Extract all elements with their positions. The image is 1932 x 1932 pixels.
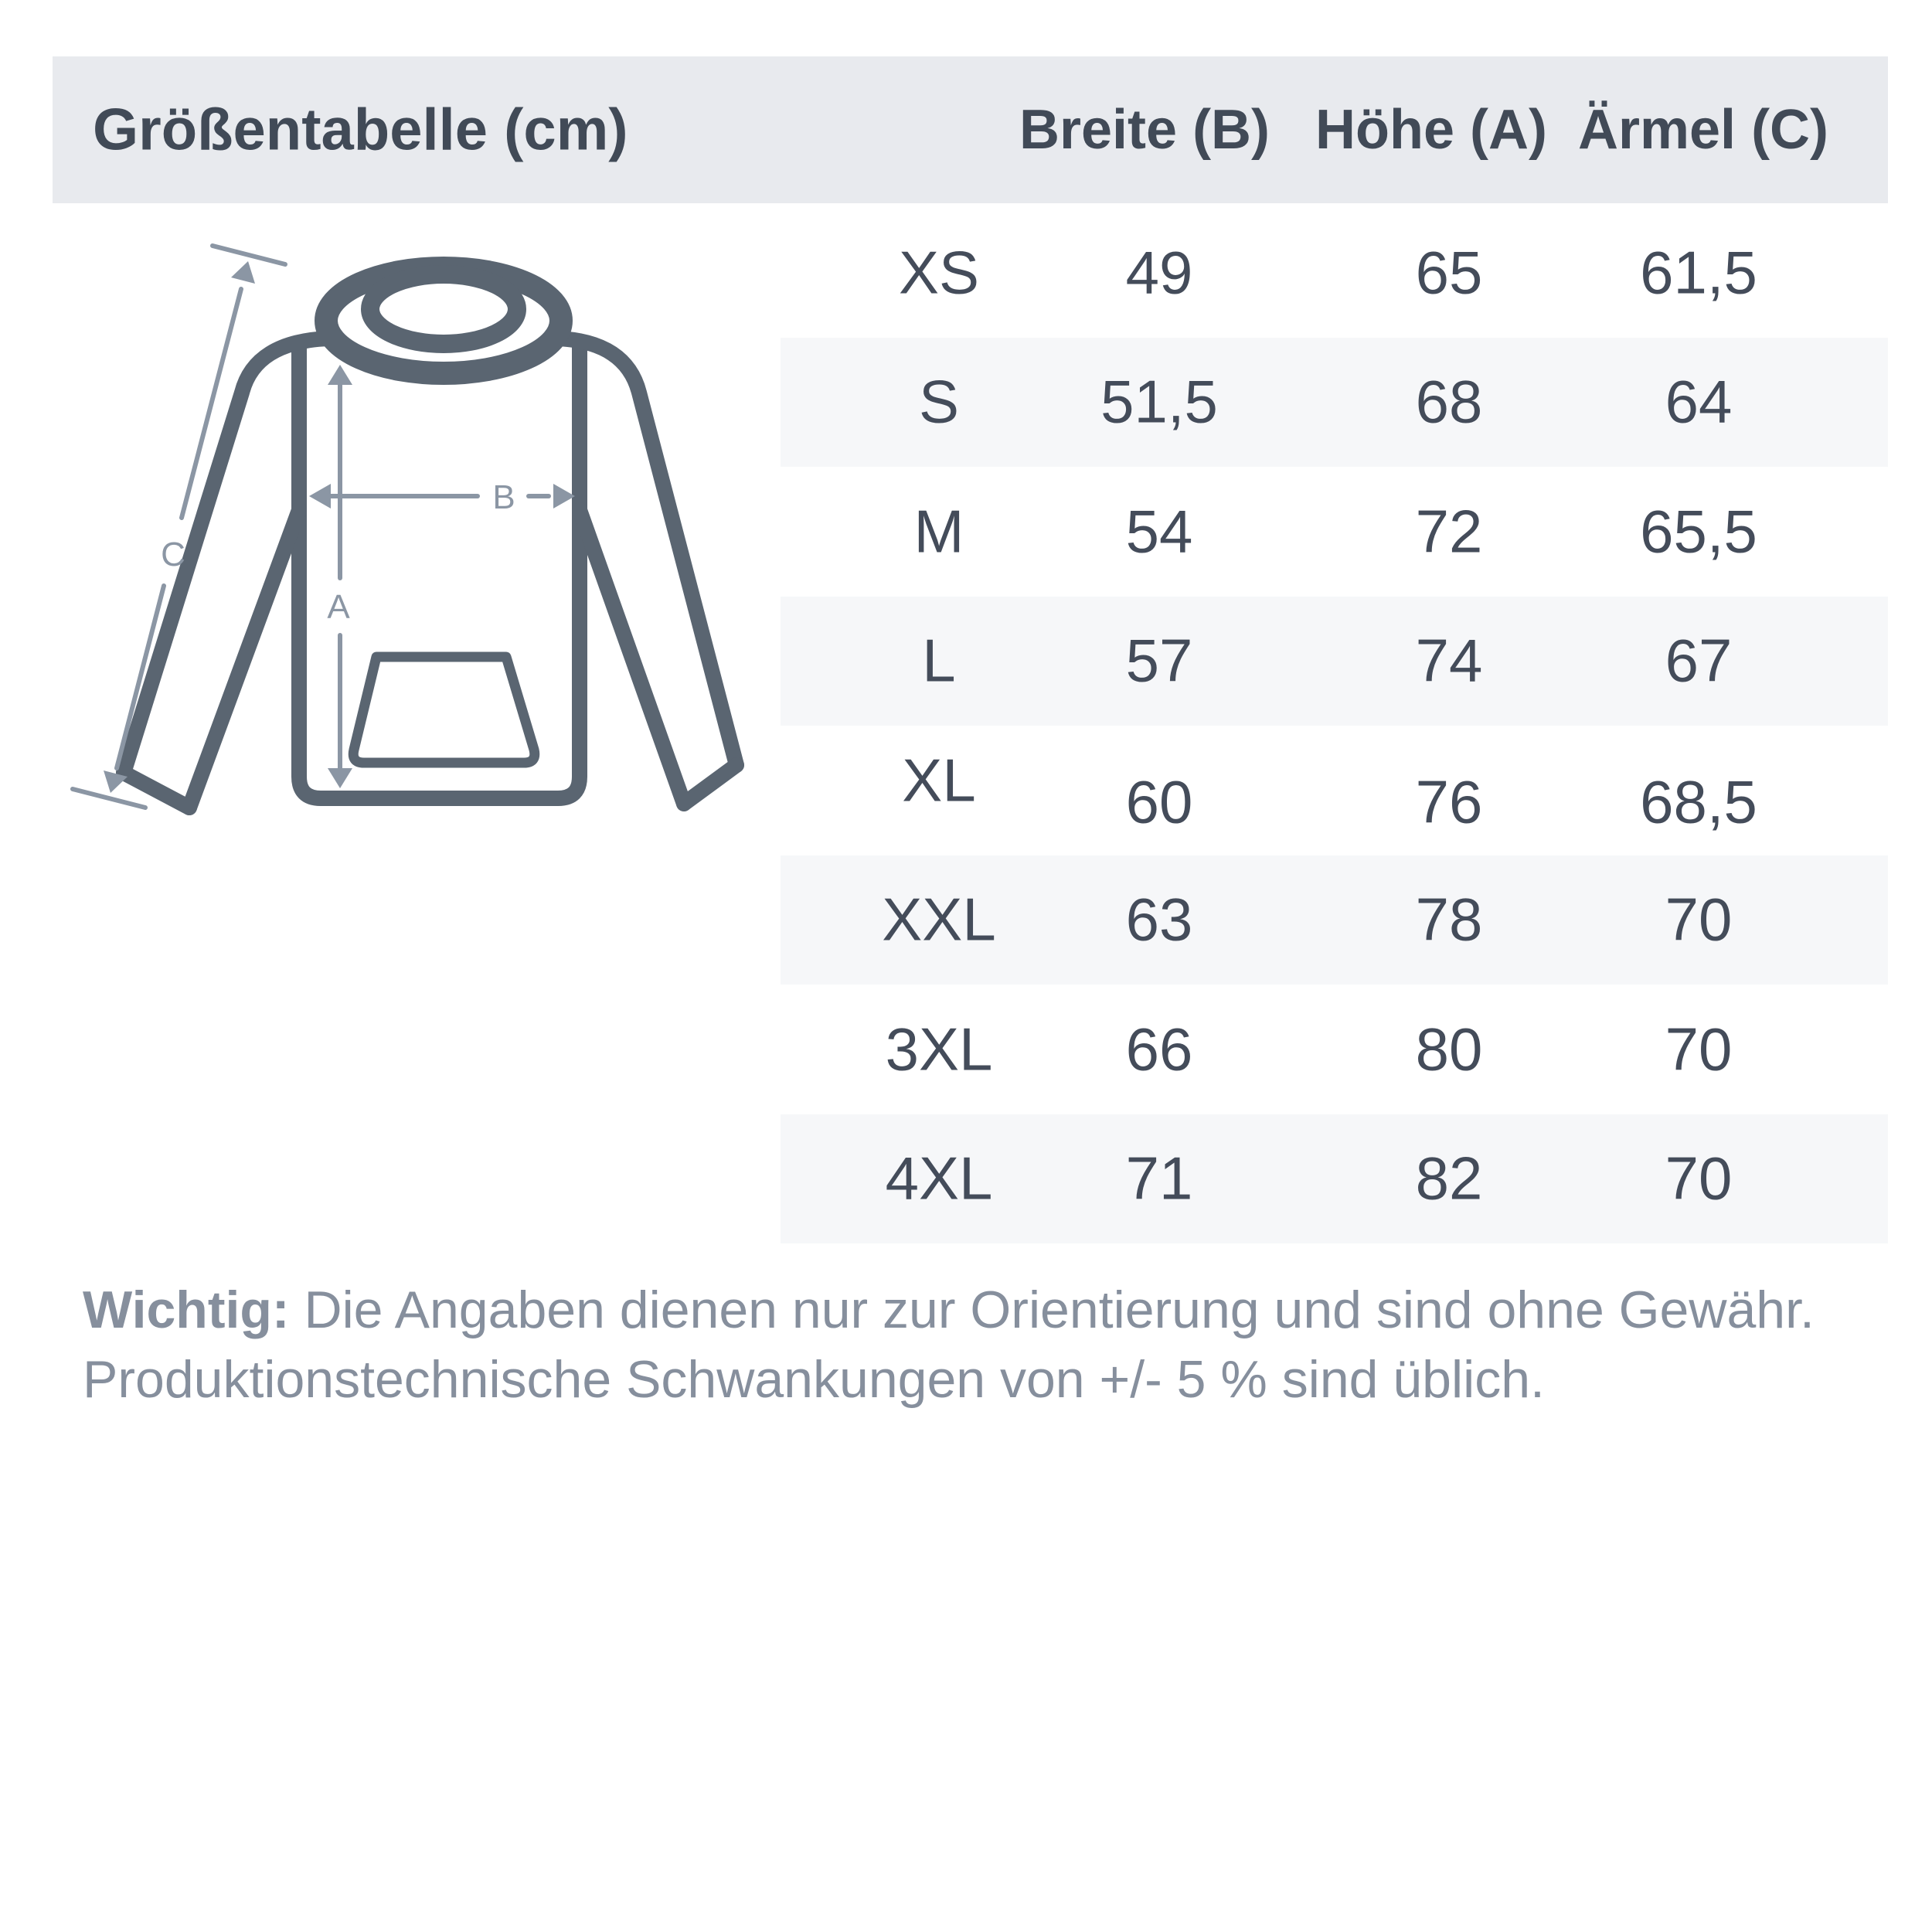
breite-cell: 71 (1125, 1144, 1193, 1213)
arrowhead-c-up (231, 261, 255, 284)
size-cell: XS (898, 238, 980, 307)
label-a: A (327, 588, 350, 626)
breite-cell: 66 (1125, 1015, 1193, 1083)
aermel-cell: 65,5 (1640, 497, 1757, 566)
size-cell: XXL (882, 885, 996, 954)
label-c: C (161, 536, 185, 573)
aermel-cell: 70 (1665, 1015, 1733, 1083)
size-cell: M (913, 497, 964, 566)
hoehe-cell: 72 (1415, 497, 1483, 566)
hoodie-pocket (353, 657, 535, 763)
aermel-cell: 67 (1665, 626, 1733, 695)
size-cell: S (918, 367, 960, 436)
hoehe-cell: 68 (1415, 367, 1483, 436)
breite-cell: 60 (1125, 767, 1193, 836)
hoodie-hood (326, 268, 561, 373)
table-row-xxl (781, 855, 1888, 985)
measure-c-tick-bottom (73, 789, 145, 808)
table-row-m (781, 467, 1888, 597)
hoehe-cell: 78 (1415, 885, 1483, 954)
breite-cell: 54 (1125, 497, 1193, 566)
measure-c-tick-top (213, 246, 285, 264)
hoehe-cell: 76 (1415, 767, 1483, 836)
table-row-4xl (781, 1114, 1888, 1244)
label-b: B (492, 478, 515, 516)
disclaimer-note (83, 1275, 1883, 1414)
hoodie-diagram-icon (46, 209, 781, 927)
disclaimer-line-1 (83, 1275, 1883, 1345)
breite-cell: 57 (1125, 626, 1193, 695)
arrowhead-b-left (309, 484, 331, 509)
column-header-hoehe: Höhe (A) (1315, 99, 1547, 161)
arrowhead-a-down (328, 768, 352, 788)
breite-cell: 63 (1125, 885, 1193, 954)
table-row-xs (781, 208, 1888, 338)
hoodie-diagram (46, 209, 781, 927)
disclaimer-label: Wichtig: (83, 1281, 290, 1339)
size-table (781, 208, 1888, 1243)
disclaimer-text-1: Die Angaben dienen nur zur Orientierung und sind ohne Gewähr. (289, 1281, 1815, 1339)
column-header-aermel: Ärmel (C) (1577, 99, 1829, 161)
table-header-band (53, 56, 1888, 203)
aermel-cell: 68,5 (1640, 767, 1757, 836)
hoodie-right-cuff (684, 765, 736, 804)
size-cell: 3XL (885, 1015, 993, 1083)
arrowhead-a-up (328, 365, 352, 385)
hoodie-outline (124, 338, 736, 808)
table-row-l (781, 597, 1888, 726)
size-cell: 4XL (885, 1144, 993, 1213)
size-cell: XL (902, 746, 976, 815)
table-row-s (781, 338, 1888, 468)
aermel-cell: 64 (1665, 367, 1733, 436)
disclaimer-line-2: Produktionstechnische Schwankungen von +/- 5 % sind üblich. (83, 1350, 1545, 1409)
page-title: Größentabelle (cm) (93, 97, 628, 163)
hoehe-cell: 82 (1415, 1144, 1483, 1213)
hoodie-right-sleeve-inner (580, 510, 684, 804)
hoehe-cell: 65 (1415, 238, 1483, 307)
size-cell: L (922, 626, 956, 695)
hood-inner-ring (370, 274, 517, 344)
table-row-xl (781, 726, 1888, 855)
arrowhead-b-right (553, 484, 575, 509)
hoehe-cell: 80 (1415, 1015, 1483, 1083)
aermel-cell: 70 (1665, 1144, 1733, 1213)
aermel-cell: 70 (1665, 885, 1733, 954)
hoodie-left-sleeve-inner (189, 510, 299, 808)
breite-cell: 51,5 (1100, 367, 1218, 436)
hoehe-cell: 74 (1415, 626, 1483, 695)
breite-cell: 49 (1125, 238, 1193, 307)
aermel-cell: 61,5 (1640, 238, 1757, 307)
table-row-3xl (781, 985, 1888, 1114)
column-header-breite: Breite (B) (1019, 99, 1270, 161)
